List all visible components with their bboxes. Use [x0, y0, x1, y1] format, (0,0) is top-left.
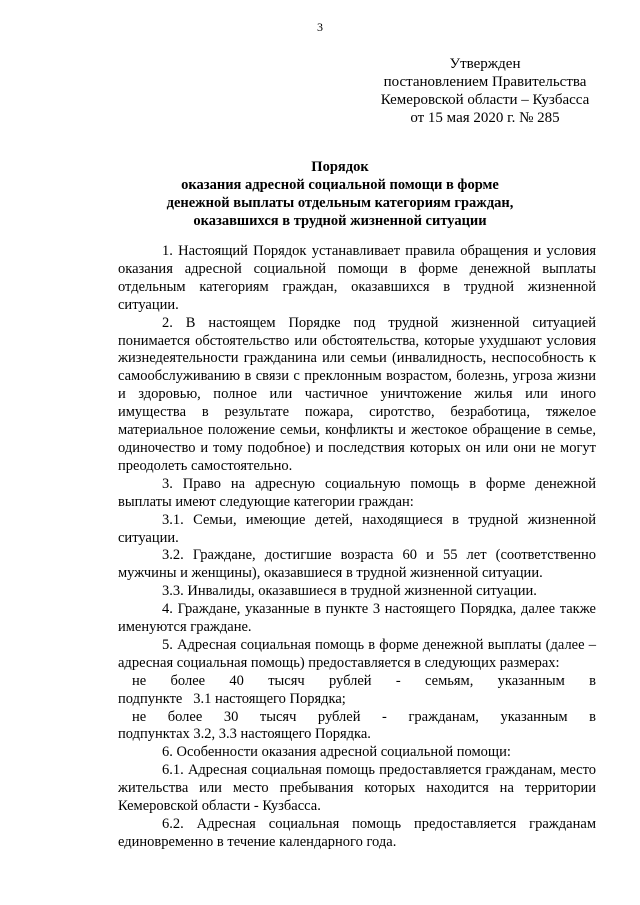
paragraph-5: 5. Адресная социальная помощь в форме денежной выплаты (далее – адресная социальная помощь) предоставляется в следующих размерах:	[118, 636, 596, 671]
approval-line: Утвержден	[449, 56, 521, 72]
amount-line-2-continuation: подпунктах 3.2, 3.3 настоящего Порядка.	[118, 726, 371, 743]
approval-line: постановлением Правительства	[383, 74, 587, 90]
amount-word: -	[382, 708, 387, 725]
amount-word: указанным	[497, 672, 565, 689]
amount-word: указанным	[500, 708, 568, 725]
paragraph-6-1: 6.1. Адресная социальная помощь предоставляется гражданам, место жительства или место пребывания которых находится на территории Кемеровской области - Кузбасса.	[118, 762, 596, 815]
title-line: оказавшихся в трудной жизненной ситуации	[193, 213, 487, 229]
amount-line-2	[118, 709, 596, 727]
paragraph-3-1: 3.1. Семьи, имеющие детей, находящиеся в трудной жизненной ситуации.	[118, 511, 596, 546]
paragraph-2: 2. В настоящем Порядке под трудной жизненной ситуацией понимается обстоятельство или обстоятельства, которые ухудшают условия жизнедеятельности гражданина или семьи (инвалидность, неспособность к самообслуживанию в связи с преклонным возрастом, болезнь, угроза жизни и здоровью, полное или частичное уничтожение жилья или иного имущества в результате пожара, сиротство, безработица, тяжелое материальное положение семьи, конфликты и жестокое обращение в семье, одиночество и тому подобное) и последствия которых он или они не могут преодолеть самостоятельно.	[118, 314, 596, 474]
amount-word: не	[132, 672, 147, 689]
amount-word: рублей	[328, 672, 372, 689]
paragraph-3-3: 3.3. Инвалиды, оказавшиеся в трудной жизненной ситуации.	[162, 583, 537, 600]
document-body	[118, 243, 596, 852]
title-line: оказания адресной социальной помощи в форме	[181, 177, 499, 193]
amount-line-1-continuation: подпункте 3.1 настоящего Порядка;	[118, 690, 346, 707]
amount-word: в	[589, 672, 596, 689]
paragraph-4: 4. Граждане, указанные в пункте 3 настоящего Порядка, далее также именуются граждане.	[118, 601, 596, 636]
paragraph-6-2: 6.2. Адресная социальная помощь предоставляется гражданам единовременно в течение календарного года.	[118, 815, 596, 850]
approval-line: от 15 мая 2020 г. № 285	[410, 110, 560, 126]
page-number: 3	[317, 20, 323, 34]
amount-word: в	[589, 708, 596, 725]
amount-word: тысяч	[268, 672, 305, 689]
approval-line: Кемеровской области – Кузбасса	[380, 92, 590, 108]
amount-word: гражданам,	[408, 708, 479, 725]
paragraph-1: 1. Настоящий Порядок устанавливает правила обращения и условия оказания адресной социальной помощи в форме денежной выплаты отдельным категориям граждан, оказавшихся в трудной жизненной ситуации.	[118, 243, 596, 313]
amount-word: -	[395, 672, 401, 689]
amount-word: рублей	[317, 708, 361, 725]
amount-word: более	[167, 708, 203, 725]
amount-word: тысяч	[259, 708, 297, 725]
title-line: Порядок	[311, 159, 369, 175]
document-title	[70, 158, 610, 230]
paragraph-6: 6. Особенности оказания адресной социальной помощи:	[162, 744, 511, 761]
paragraph-3: 3. Право на адресную социальную помощь в форме денежной выплаты имеют следующие категории граждан:	[118, 475, 596, 510]
amount-word: более	[170, 672, 206, 689]
amount-word: не	[132, 708, 147, 725]
amount-word: 30	[223, 708, 239, 725]
paragraph-3-2: 3.2. Граждане, достигшие возраста 60 и 55 лет (соответственно мужчины и женщины), оказавшиеся в трудной жизненной ситуации.	[118, 547, 596, 582]
title-line: денежной выплаты отдельным категориям граждан,	[166, 195, 514, 211]
approval-stamp	[340, 55, 630, 127]
amount-word: 40	[229, 672, 244, 689]
amount-line-1	[118, 673, 596, 691]
amount-word: семьям,	[425, 672, 474, 689]
